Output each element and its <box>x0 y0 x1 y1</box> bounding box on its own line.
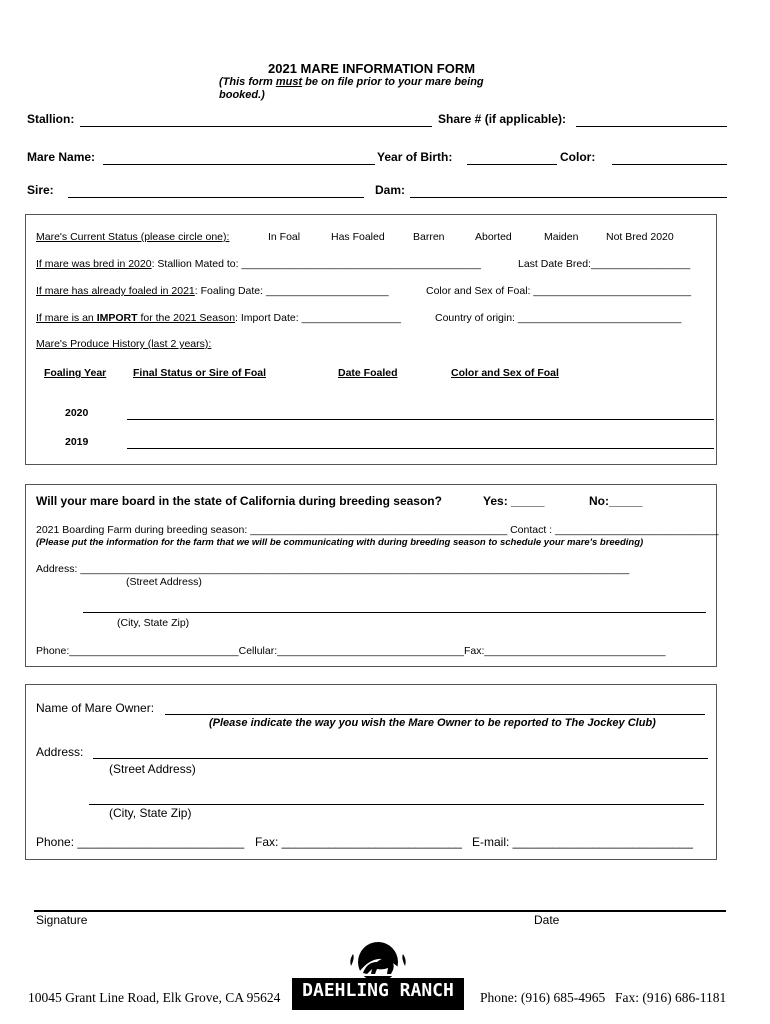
footer-phone: Phone: (916) 685-4965 <box>480 990 606 1005</box>
daehling-ranch-logo <box>291 940 465 1010</box>
logo-text: DAEHLING RANCH <box>302 980 454 1001</box>
owner-name-field[interactable] <box>165 714 705 715</box>
boarding-phone-row[interactable]: Phone:_____________________________Cellular:________________________________Fax:_______________________________ <box>36 645 666 657</box>
footer-address: 10045 Grant Line Road, Elk Grove, CA 95624 <box>28 990 281 1005</box>
status-option[interactable]: In Foal <box>268 231 301 243</box>
year-of-birth-label: Year of Birth: <box>377 150 453 164</box>
boarding-city-caption: (City, State Zip) <box>117 617 190 629</box>
year-of-birth-field[interactable] <box>467 164 557 165</box>
col-color-sex: Color and Sex of Foal <box>451 367 559 379</box>
produce-year-2019: 2019 <box>65 436 89 448</box>
dam-field[interactable] <box>410 197 727 198</box>
owner-address-field[interactable] <box>93 758 708 759</box>
col-foaling-year: Foaling Year <box>44 367 107 379</box>
import-row: If mare is an IMPORT for the 2021 Season: Import Date: _________________ <box>36 312 401 324</box>
produce-history-label: Mare's Produce History (last 2 years): <box>36 338 212 350</box>
mare-name-label: Mare Name: <box>27 150 96 164</box>
owner-phone[interactable]: Phone: _________________________ <box>36 835 245 849</box>
date-label: Date <box>534 913 560 927</box>
owner-street-caption: (Street Address) <box>109 762 196 776</box>
produce-row-2020-field[interactable] <box>127 419 714 420</box>
owner-note: (Please indicate the way you wish the Mare Owner to be reported to The Jockey Club) <box>209 717 656 729</box>
owner-fax[interactable]: Fax: ___________________________ <box>255 835 462 849</box>
last-date-bred[interactable]: Last Date Bred:_________________ <box>518 258 691 270</box>
boarding-farm-row[interactable]: 2021 Boarding Farm during breeding season: ____________________________________________ Contact : ____________________________ <box>36 524 719 536</box>
boarding-address-row[interactable]: Address: ______________________________________________________________________________________________ <box>36 563 630 575</box>
share-field[interactable] <box>576 126 727 127</box>
produce-row-2019-field[interactable] <box>127 448 714 449</box>
col-final-status: Final Status or Sire of Foal <box>133 367 267 379</box>
signature-label: Signature <box>36 913 88 927</box>
stallion-field[interactable] <box>80 126 432 127</box>
boarding-street-caption: (Street Address) <box>126 576 202 588</box>
form-title: 2021 MARE INFORMATION FORM <box>268 61 476 76</box>
share-label: Share # (if applicable): <box>438 112 567 126</box>
bred-2020-row: If mare was bred in 2020: Stallion Mated to: _________________________________________ <box>36 258 481 270</box>
boarding-no[interactable]: No:_____ <box>589 494 643 508</box>
foaled-2021-row: If mare has already foaled in 2021: Foaling Date: _____________________ <box>36 285 389 297</box>
signature-line[interactable] <box>34 910 726 912</box>
stallion-label: Stallion: <box>27 112 75 126</box>
boarding-city-field[interactable] <box>83 612 706 613</box>
form-subtitle: (This form must be on file prior to your mare being <box>219 76 484 88</box>
owner-address-label: Address: <box>36 745 84 759</box>
mare-name-field[interactable] <box>103 164 375 165</box>
sire-label: Sire: <box>27 183 54 197</box>
boarding-question: Will your mare board in the state of California during breeding season? <box>36 494 442 508</box>
status-option[interactable]: Has Foaled <box>331 231 385 243</box>
status-label: Mare's Current Status (please circle one): <box>36 231 230 243</box>
color-sex-foal[interactable]: Color and Sex of Foal: ___________________________ <box>426 285 692 297</box>
status-option[interactable]: Maiden <box>544 231 579 243</box>
color-label: Color: <box>560 150 596 164</box>
boarding-yes[interactable]: Yes: _____ <box>483 494 545 508</box>
footer-fax: Fax: (916) 686-1181 <box>615 990 727 1005</box>
owner-city-field[interactable] <box>89 804 704 805</box>
owner-email[interactable]: E-mail: ___________________________ <box>472 835 693 849</box>
boarding-note: (Please put the information for the farm that we will be communicating with during breeding season to schedule your mare's breeding) <box>36 537 644 548</box>
status-option[interactable]: Aborted <box>475 231 512 243</box>
produce-year-2020: 2020 <box>65 407 89 419</box>
status-option[interactable]: Not Bred 2020 <box>606 231 674 243</box>
col-date-foaled: Date Foaled <box>338 367 398 379</box>
country-of-origin[interactable]: Country of origin: ____________________________ <box>435 312 682 324</box>
status-option[interactable]: Barren <box>413 231 445 243</box>
sire-field[interactable] <box>68 197 364 198</box>
owner-name-label: Name of Mare Owner: <box>36 701 155 715</box>
color-field[interactable] <box>612 164 727 165</box>
form-subtitle-2: booked.) <box>219 89 265 101</box>
owner-city-caption: (City, State Zip) <box>109 806 192 820</box>
dam-label: Dam: <box>375 183 406 197</box>
